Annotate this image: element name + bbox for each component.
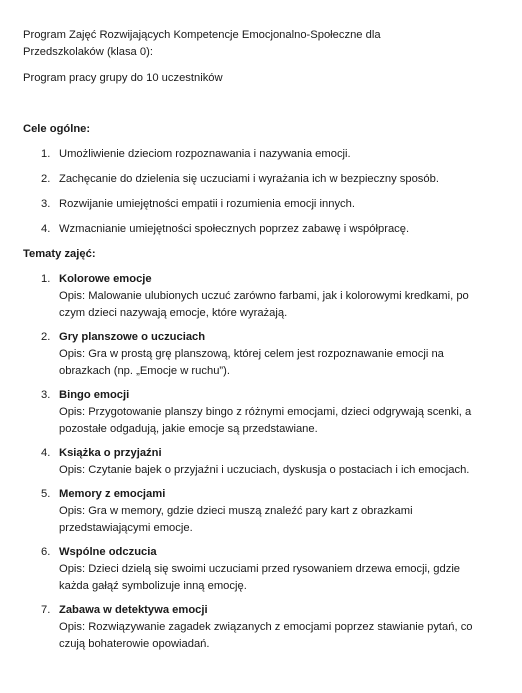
- document-page: [23, 27, 483, 660]
- goal-number: 1.: [41, 148, 51, 160]
- goal-number: 2.: [41, 173, 51, 185]
- topic-item: [23, 329, 483, 380]
- topic-name: Kolorowe emocje: [59, 273, 152, 285]
- topic-number: 6.: [41, 546, 51, 558]
- topic-description: Opis: Gra w memory, gdzie dzieci muszą znaleźć pary kart z obrazkami przedstawiającymi emocje.: [59, 505, 413, 534]
- topic-name: Wspólne odczucia: [59, 546, 157, 558]
- topic-item: [23, 271, 483, 322]
- goal-text: Zachęcanie do dzielenia się uczuciami i wyrażania ich w bezpieczny sposób.: [59, 173, 439, 185]
- topics-heading: Tematy zajęć:: [23, 248, 96, 260]
- topic-item: [23, 387, 483, 438]
- goal-item: [23, 221, 483, 238]
- topic-item: [23, 544, 483, 595]
- topic-number: 7.: [41, 604, 51, 616]
- goal-item: [23, 146, 483, 163]
- topic-name: Zabawa w detektywa emocji: [59, 604, 208, 616]
- document-title-line-2: Przedszkolaków (klasa 0):: [23, 46, 153, 58]
- goal-text: Wzmacnianie umiejętności społecznych poprzez zabawę i współpracę.: [59, 223, 410, 235]
- goals-heading: Cele ogólne:: [23, 123, 91, 135]
- topic-name: Książka o przyjaźni: [59, 447, 162, 459]
- goal-item: [23, 171, 483, 188]
- topic-number: 4.: [41, 447, 51, 459]
- goal-text: Umożliwienie dzieciom rozpoznawania i nazywania emocji.: [59, 148, 351, 160]
- goals-list: [23, 146, 483, 238]
- goal-text: Rozwijanie umiejętności empatii i rozumienia emocji innych.: [59, 198, 355, 210]
- topic-description: Opis: Gra w prostą grę planszową, której celem jest rozpoznawanie emocji na obrazkach (np. „Emocje w ruchu”).: [59, 348, 444, 377]
- goal-item: [23, 196, 483, 213]
- topic-name: Bingo emocji: [59, 389, 130, 401]
- goal-number: 3.: [41, 198, 51, 210]
- topic-description: Opis: Przygotowanie planszy bingo z różnymi emocjami, dzieci odgrywają scenki, a pozostałe odgadują, jakie emocje są przedstawiane.: [59, 406, 472, 435]
- document-title-line-1: Program Zajęć Rozwijających Kompetencje Emocjonalno-Społeczne dla: [23, 29, 381, 41]
- topic-item: [23, 486, 483, 537]
- topic-item: [23, 602, 483, 653]
- topic-number: 5.: [41, 488, 51, 500]
- topic-number: 1.: [41, 273, 51, 285]
- topic-description: Opis: Dzieci dzielą się swoimi uczuciami przed rysowaniem drzewa emocji, gdzie każda gałąź symbolizuje inną emocję.: [59, 563, 461, 592]
- topic-description: Opis: Rozwiązywanie zagadek związanych z emocjami poprzez stawianie pytań, co czują bohaterowie opowiadań.: [59, 621, 473, 650]
- topic-number: 2.: [41, 331, 51, 343]
- topic-description: Opis: Czytanie bajek o przyjaźni i uczuciach, dyskusja o postaciach i ich emocjach.: [59, 464, 470, 476]
- topic-number: 3.: [41, 389, 51, 401]
- document-subtitle: Program pracy grupy do 10 uczestników: [23, 72, 223, 84]
- goal-number: 4.: [41, 223, 51, 235]
- topic-item: [23, 445, 483, 479]
- topic-name: Memory z emocjami: [59, 488, 166, 500]
- topics-list: [23, 271, 483, 653]
- topic-name: Gry planszowe o uczuciach: [59, 331, 206, 343]
- topic-description: Opis: Malowanie ulubionych uczuć zarówno farbami, jak i kolorowymi kredkami, po czym dzieci nazywają emocje, które wyrażają.: [59, 290, 469, 319]
